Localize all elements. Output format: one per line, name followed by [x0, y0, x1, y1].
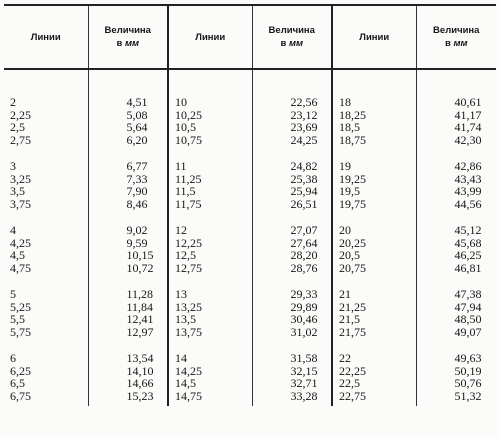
lines-value: 4,5	[10, 248, 25, 262]
lines-to-mm-table	[4, 4, 496, 406]
value-mm-cell	[88, 160, 168, 224]
lines-value: 20,75	[339, 260, 366, 275]
lines-value: 2,25	[10, 107, 31, 122]
mm-value: 42,86	[454, 159, 482, 173]
mm-value: 25,94	[290, 184, 318, 198]
table-row	[4, 96, 496, 160]
lines-cell	[4, 160, 88, 224]
lines-value: 19,75	[339, 196, 366, 211]
value-mm-cell	[416, 96, 496, 160]
lines-value: 4,25	[10, 235, 31, 250]
lines-cell	[332, 96, 416, 160]
table-row	[4, 224, 496, 288]
mm-value: 25,38	[290, 171, 318, 186]
lines-value: 3,75	[10, 196, 31, 211]
value-mm-cell	[252, 160, 332, 224]
mm-value: 46,25	[454, 248, 482, 262]
mm-value: 23,69	[290, 120, 318, 134]
header-lines-1: Линии	[4, 5, 88, 69]
mm-value: 45,68	[454, 235, 482, 250]
lines-value: 10,5	[175, 120, 196, 134]
lines-value: 22,75	[339, 388, 366, 403]
lines-value: 14,75	[175, 388, 202, 403]
lines-value: 18,5	[339, 120, 360, 134]
mm-value: 51,32	[454, 388, 482, 403]
lines-value: 12,25	[175, 235, 202, 250]
mm-value: 41,74	[454, 120, 482, 134]
mm-value: 46,81	[454, 260, 482, 275]
table-row	[4, 352, 496, 406]
mm-value: 47,38	[454, 287, 482, 301]
lines-value: 11,75	[175, 196, 202, 211]
mm-value: 12,41	[126, 312, 154, 326]
header-value-2: Величина в мм	[252, 5, 332, 69]
value-mm-cell	[88, 224, 168, 288]
mm-value: 6,20	[126, 132, 148, 147]
lines-value: 3	[10, 159, 16, 173]
lines-value: 18	[339, 95, 351, 109]
lines-cell	[332, 352, 416, 406]
value-mm-cell	[416, 288, 496, 352]
lines-value: 5	[10, 287, 16, 301]
lines-value: 4,75	[10, 260, 31, 275]
lines-value: 20	[339, 223, 351, 237]
mm-value: 24,25	[290, 132, 318, 147]
mm-value: 12,97	[126, 324, 154, 339]
header-value-3: Величина в мм	[416, 5, 496, 69]
mm-value: 27,07	[290, 223, 318, 237]
mm-value: 33,28	[290, 388, 318, 403]
mm-value: 9,02	[126, 223, 148, 237]
table-row	[4, 160, 496, 224]
lines-value: 6,75	[10, 388, 31, 403]
lines-cell	[4, 224, 88, 288]
lines-value: 14,25	[175, 363, 202, 378]
lines-value: 19	[339, 159, 351, 173]
lines-value: 21,25	[339, 299, 366, 314]
lines-value: 22	[339, 351, 351, 365]
lines-value: 3,25	[10, 171, 31, 186]
lines-value: 2	[10, 95, 16, 109]
lines-value: 21,5	[339, 312, 360, 326]
lines-value: 18,75	[339, 132, 366, 147]
lines-value: 6	[10, 351, 16, 365]
lines-value: 5,5	[10, 312, 25, 326]
mm-value: 26,51	[290, 196, 318, 211]
mm-value: 8,46	[126, 196, 148, 211]
mm-value: 42,30	[454, 132, 482, 147]
mm-value: 41,17	[454, 107, 482, 122]
value-mm-cell	[252, 96, 332, 160]
lines-cell	[4, 96, 88, 160]
lines-value: 12,75	[175, 260, 202, 275]
lines-value: 12,5	[175, 248, 196, 262]
lines-value: 4	[10, 223, 16, 237]
header-value-1: Величина в мм	[88, 5, 168, 69]
header-gap-row	[4, 69, 496, 96]
lines-cell	[168, 224, 252, 288]
lines-cell	[168, 288, 252, 352]
value-mm-cell	[88, 288, 168, 352]
mm-value: 15,23	[126, 388, 154, 403]
mm-value: 10,15	[126, 248, 154, 262]
lines-value: 13,25	[175, 299, 202, 314]
lines-value: 11,5	[175, 184, 196, 198]
lines-cell	[4, 288, 88, 352]
value-mm-cell	[252, 224, 332, 288]
lines-value: 19,5	[339, 184, 360, 198]
value-mm-cell	[252, 352, 332, 406]
lines-cell	[168, 96, 252, 160]
lines-value: 6,25	[10, 363, 31, 378]
value-mm-cell	[416, 352, 496, 406]
mm-value: 29,89	[290, 299, 318, 314]
lines-value: 11	[175, 159, 187, 173]
mm-value: 4,51	[126, 95, 148, 109]
lines-value: 20,25	[339, 235, 366, 250]
mm-value: 10,72	[126, 260, 154, 275]
value-mm-cell	[88, 96, 168, 160]
lines-value: 5,75	[10, 324, 31, 339]
mm-value: 44,56	[454, 196, 482, 211]
mm-value: 32,15	[290, 363, 318, 378]
mm-value: 50,19	[454, 363, 482, 378]
mm-value: 31,02	[290, 324, 318, 339]
lines-cell	[4, 352, 88, 406]
lines-value: 21,75	[339, 324, 366, 339]
mm-value: 43,99	[454, 184, 482, 198]
mm-value: 27,64	[290, 235, 318, 250]
lines-value: 22,5	[339, 376, 360, 390]
mm-value: 14,66	[126, 376, 154, 390]
lines-cell	[168, 352, 252, 406]
lines-value: 20,5	[339, 248, 360, 262]
mm-value: 5,08	[126, 107, 148, 122]
header-lines-3: Линии	[332, 5, 416, 69]
table-row	[4, 288, 496, 352]
mm-value: 28,20	[290, 248, 318, 262]
mm-value: 29,33	[290, 287, 318, 301]
lines-value: 19,25	[339, 171, 366, 186]
mm-value: 7,33	[126, 171, 148, 186]
mm-value: 11,28	[126, 287, 154, 301]
lines-value: 18,25	[339, 107, 366, 122]
lines-value: 13,5	[175, 312, 196, 326]
lines-value: 10,25	[175, 107, 202, 122]
lines-value: 13,75	[175, 324, 202, 339]
lines-value: 11,25	[175, 171, 202, 186]
mm-value: 40,61	[454, 95, 482, 109]
mm-value: 31,58	[290, 351, 318, 365]
lines-value: 12	[175, 223, 187, 237]
lines-value: 10,75	[175, 132, 202, 147]
lines-cell	[332, 288, 416, 352]
lines-value: 10	[175, 95, 187, 109]
mm-value: 14,10	[126, 363, 154, 378]
mm-value: 9,59	[126, 235, 148, 250]
header-lines-2: Линии	[168, 5, 252, 69]
lines-value: 2,75	[10, 132, 31, 147]
lines-value: 2,5	[10, 120, 25, 134]
mm-value: 7,90	[126, 184, 148, 198]
value-mm-cell	[416, 224, 496, 288]
mm-value: 22,56	[290, 95, 318, 109]
mm-value: 6,77	[126, 159, 148, 173]
lines-cell	[168, 160, 252, 224]
mm-value: 28,76	[290, 260, 318, 275]
table-header	[4, 5, 496, 69]
mm-value: 49,07	[454, 324, 482, 339]
mm-value: 49,63	[454, 351, 482, 365]
lines-cell	[332, 224, 416, 288]
mm-value: 24,82	[290, 159, 318, 173]
lines-value: 14,5	[175, 376, 196, 390]
mm-value: 30,46	[290, 312, 318, 326]
mm-value: 5,64	[126, 120, 148, 134]
mm-value: 23,12	[290, 107, 318, 122]
mm-value: 47,94	[454, 299, 482, 314]
value-mm-cell	[88, 352, 168, 406]
lines-value: 6,5	[10, 376, 25, 390]
lines-value: 21	[339, 287, 351, 301]
value-mm-cell	[416, 160, 496, 224]
table-body	[4, 69, 496, 406]
mm-value: 48,50	[454, 312, 482, 326]
lines-value: 3,5	[10, 184, 25, 198]
mm-value: 13,54	[126, 351, 154, 365]
mm-value: 45,12	[454, 223, 482, 237]
lines-value: 22,25	[339, 363, 366, 378]
lines-value: 14	[175, 351, 187, 365]
mm-value: 43,43	[454, 171, 482, 186]
lines-value: 5,25	[10, 299, 31, 314]
value-mm-cell	[252, 288, 332, 352]
mm-value: 32,71	[290, 376, 318, 390]
lines-cell	[332, 160, 416, 224]
mm-value: 50,76	[454, 376, 482, 390]
mm-value: 11,84	[126, 299, 154, 314]
lines-value: 13	[175, 287, 187, 301]
